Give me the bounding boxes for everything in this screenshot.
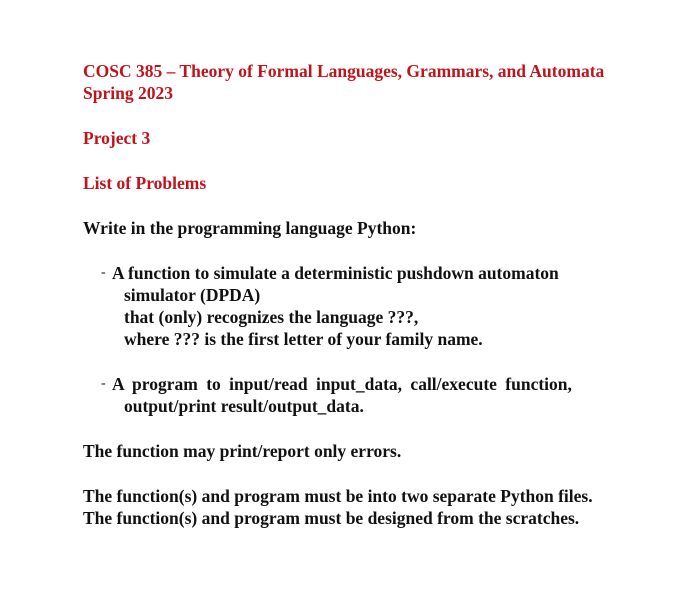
list-item-line: that (only) recognizes the language ???, — [124, 307, 419, 327]
bullet-dash: - — [101, 376, 106, 391]
list-item-first-line: A program to input/read input_data, call/execute function, — [112, 374, 572, 394]
list-item-dpda — [101, 262, 618, 350]
bullet-dash: - — [101, 265, 106, 280]
document-page — [83, 60, 618, 529]
list-item-line: output/print result/output_data. — [124, 396, 364, 416]
note-errors: The function may print/report only errors. — [83, 441, 402, 461]
project-title: Project 3 — [83, 128, 151, 148]
list-item-line: where ??? is the first letter of your family name. — [124, 329, 483, 349]
list-item-line: simulator (DPDA) — [124, 285, 261, 305]
intro-text: Write in the programming language Python: — [83, 218, 417, 238]
section-title: List of Problems — [83, 173, 207, 193]
list-item-first-line: A function to simulate a deterministic pushdown automaton — [112, 263, 559, 283]
term: Spring 2023 — [83, 83, 173, 103]
course-title: COSC 385 – Theory of Formal Languages, Grammars, and Automata — [83, 61, 605, 81]
note-from-scratch: The function(s) and program must be designed from the scratches. — [83, 508, 580, 528]
list-item-program — [101, 373, 618, 417]
note-separate-files: The function(s) and program must be into two separate Python files. — [83, 486, 593, 506]
